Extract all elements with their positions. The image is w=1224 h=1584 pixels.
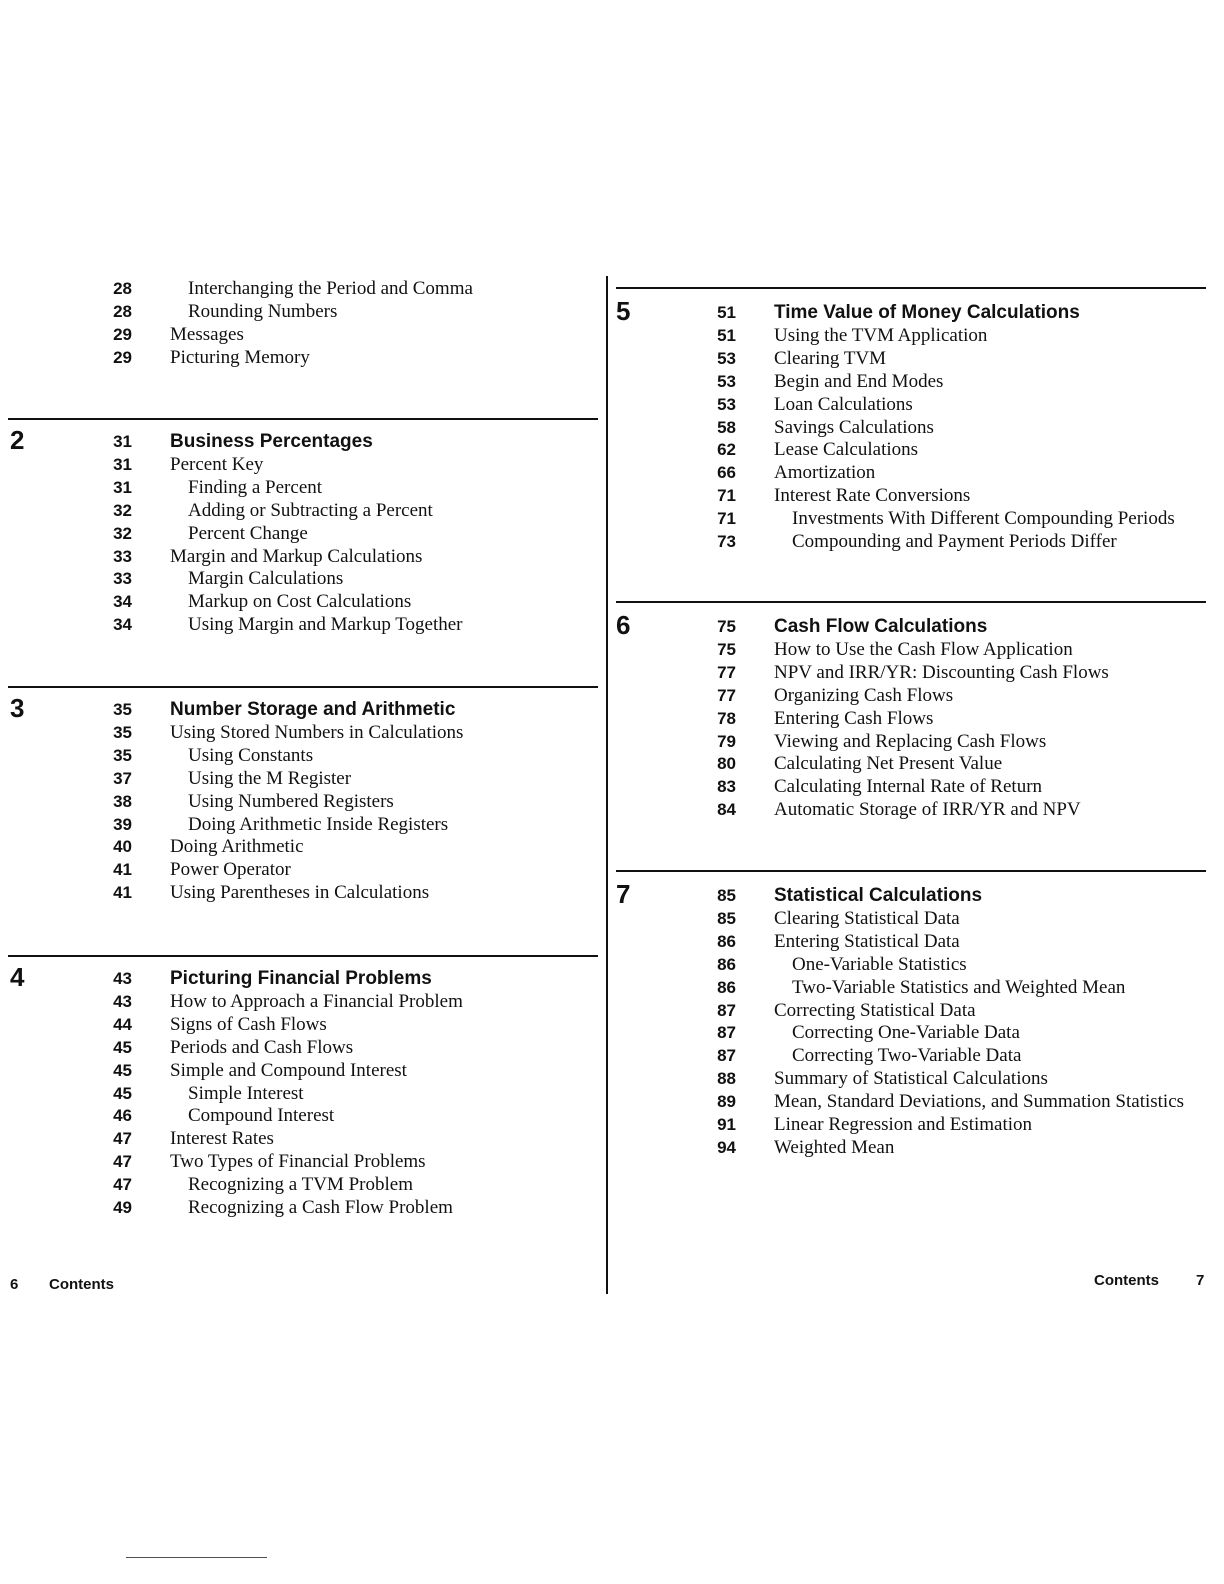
chapter-number: 6 — [616, 610, 631, 640]
toc-entry-title: Simple Interest — [188, 1082, 304, 1104]
toc-entry — [0, 1173, 607, 1196]
chapter-divider-rule — [616, 287, 1206, 289]
toc-entry-title: NPV and IRR/YR: Discounting Cash Flows — [774, 661, 1109, 683]
toc-entry — [0, 1127, 607, 1150]
toc-entry-title: Investments With Different Compounding Periods — [792, 508, 1175, 530]
toc-entry-title: Simple and Compound Interest — [170, 1059, 407, 1081]
toc-entry-title: Percent Change — [188, 522, 308, 544]
toc-entry-title: Using Margin and Markup Together — [188, 614, 463, 636]
toc-entry-title: How to Approach a Financial Problem — [170, 990, 463, 1012]
toc-page-number: 80 — [717, 754, 736, 774]
toc-entry — [610, 752, 1224, 775]
chapter-number: 4 — [10, 962, 25, 992]
toc-entry — [0, 1036, 607, 1059]
toc-entry-title: Markup on Cost Calculations — [188, 591, 412, 613]
bottom-divider — [126, 1557, 267, 1558]
toc-page-number: 43 — [113, 991, 132, 1011]
toc-page-number: 34 — [113, 615, 132, 635]
toc-entry — [0, 1104, 607, 1127]
toc-entry-title: Using Numbered Registers — [188, 790, 394, 812]
toc-entry-title: Compound Interest — [188, 1105, 335, 1127]
toc-page-number: 28 — [113, 301, 132, 321]
toc-entry — [610, 507, 1224, 530]
toc-page-number: 35 — [113, 700, 132, 719]
toc-page-number: 44 — [113, 1014, 132, 1034]
toc-page-number: 38 — [113, 791, 132, 811]
toc-entry-title: Adding or Subtracting a Percent — [188, 499, 433, 521]
toc-entry-title: Number Storage and Arithmetic — [170, 699, 456, 720]
toc-page-number: 66 — [717, 463, 736, 483]
toc-entry-title: Correcting Two-Variable Data — [792, 1045, 1022, 1067]
toc-entry — [610, 370, 1224, 393]
toc-entry — [0, 881, 607, 904]
footer-label: Contents — [1094, 1272, 1159, 1289]
toc-entry-title: Interest Rates — [170, 1128, 274, 1150]
toc-entry — [610, 1044, 1224, 1067]
toc-entry-title: Summary of Statistical Calculations — [774, 1068, 1048, 1090]
toc-page-number: 29 — [113, 324, 132, 344]
toc-entry — [610, 684, 1224, 707]
toc-entry — [610, 638, 1224, 661]
toc-entry-title: Signs of Cash Flows — [170, 1013, 327, 1035]
toc-entry — [0, 835, 607, 858]
toc-page-number: 39 — [113, 814, 132, 834]
toc-entry-title: Automatic Storage of IRR/YR and NPV — [774, 799, 1081, 821]
toc-entry — [0, 590, 607, 613]
toc-page-number: 53 — [717, 394, 736, 414]
footer-label: Contents — [49, 1276, 114, 1293]
toc-page-number: 31 — [113, 432, 132, 451]
toc-entry — [610, 999, 1224, 1022]
toc-entry — [0, 300, 607, 323]
chapter-divider-rule — [616, 601, 1206, 603]
chapter-title-entry — [610, 301, 1224, 324]
toc-entry-title: Percent Key — [170, 453, 264, 475]
toc-page-number: 45 — [113, 1060, 132, 1080]
toc-page-number: 62 — [717, 440, 736, 460]
toc-entry — [610, 907, 1224, 930]
toc-entry — [0, 613, 607, 636]
toc-entry — [610, 1136, 1224, 1159]
toc-entry-title: Amortization — [774, 462, 876, 484]
toc-page-number: 78 — [717, 708, 736, 728]
toc-entry-title: Viewing and Replacing Cash Flows — [774, 730, 1047, 752]
toc-entry-title: Interest Rate Conversions — [774, 485, 971, 507]
toc-entry-title: Recognizing a Cash Flow Problem — [188, 1197, 453, 1218]
toc-entry — [610, 461, 1224, 484]
toc-page-number: 43 — [113, 969, 132, 988]
toc-entry-title: Entering Cash Flows — [774, 707, 934, 729]
toc-page-number: 31 — [113, 477, 132, 497]
chapter-title-entry — [0, 430, 607, 453]
toc-entry — [610, 930, 1224, 953]
toc-page-number: 33 — [113, 569, 132, 589]
toc-entry — [610, 530, 1224, 553]
toc-entry-title: Cash Flow Calculations — [774, 616, 988, 637]
chapter-number: 2 — [10, 425, 25, 455]
toc-page-number: 53 — [717, 348, 736, 368]
toc-entry-title: Lease Calculations — [774, 439, 919, 461]
toc-page-number: 34 — [113, 592, 132, 612]
toc-page-number: 87 — [717, 1000, 736, 1020]
toc-page-number: 71 — [717, 486, 736, 506]
toc-page-number: 94 — [717, 1137, 736, 1157]
toc-page-number: 41 — [113, 883, 132, 903]
toc-entry-title: One-Variable Statistics — [792, 953, 967, 975]
toc-page-number: 89 — [717, 1092, 736, 1112]
toc-entry — [0, 476, 607, 499]
toc-entry — [610, 1067, 1224, 1090]
toc-page-number: 75 — [717, 617, 736, 636]
toc-page-number: 33 — [113, 546, 132, 566]
chapter-divider-rule — [616, 870, 1206, 872]
toc-entry-title: Mean, Standard Deviations, and Summation Statistics — [774, 1091, 1185, 1113]
toc-page-number: 51 — [717, 325, 736, 345]
chapter-title-entry — [610, 615, 1224, 638]
toc-entry — [0, 545, 607, 568]
toc-entry — [610, 347, 1224, 370]
toc-entry-title: Time Value of Money Calculations — [774, 302, 1080, 323]
toc-page-number: 71 — [717, 509, 736, 529]
toc-entry-title: Using Parentheses in Calculations — [170, 882, 430, 904]
toc-entry — [0, 1196, 607, 1219]
toc-page-number: 73 — [717, 532, 736, 551]
chapter-divider-rule — [8, 418, 598, 420]
toc-page-number: 88 — [717, 1069, 736, 1089]
toc-page-number: 41 — [113, 860, 132, 880]
toc-entry — [0, 323, 607, 346]
toc-page-number: 35 — [113, 745, 132, 765]
footer-page-number: 6 — [10, 1276, 19, 1293]
toc-entry-title: Power Operator — [170, 859, 291, 881]
chapter-title-entry — [610, 884, 1224, 907]
toc-entry — [0, 744, 607, 767]
toc-page-number: 37 — [113, 768, 132, 788]
toc-entry — [0, 813, 607, 836]
toc-page-number: 40 — [113, 837, 132, 857]
toc-page-number: 87 — [717, 1046, 736, 1066]
toc-entry — [0, 990, 607, 1013]
toc-page-number: 53 — [717, 371, 736, 391]
toc-entry — [610, 707, 1224, 730]
toc-page-number: 49 — [113, 1198, 132, 1217]
chapter-title-entry — [0, 967, 607, 990]
toc-entry-title: Correcting One-Variable Data — [792, 1022, 1020, 1044]
toc-page-number: 75 — [717, 639, 736, 659]
toc-entry-title: Calculating Internal Rate of Return — [774, 776, 1043, 798]
toc-page-number: 47 — [113, 1129, 132, 1149]
toc-entry — [610, 730, 1224, 753]
toc-entry-title: Periods and Cash Flows — [170, 1036, 354, 1058]
toc-page-number: 77 — [717, 662, 736, 682]
toc-entry — [610, 1021, 1224, 1044]
chapter-divider-rule — [8, 686, 598, 688]
toc-entry-title: Weighted Mean — [774, 1136, 895, 1158]
toc-entry — [610, 416, 1224, 439]
toc-entry — [0, 721, 607, 744]
toc-entry — [0, 1013, 607, 1036]
right-page — [610, 0, 1224, 1584]
toc-page-number: 79 — [717, 731, 736, 751]
toc-page-number: 85 — [717, 908, 736, 928]
toc-page-number: 85 — [717, 886, 736, 905]
toc-entry-title: How to Use the Cash Flow Application — [774, 638, 1073, 660]
toc-entry-title: Two Types of Financial Problems — [170, 1151, 426, 1173]
toc-entry-title: Business Percentages — [170, 431, 373, 452]
chapter-number: 5 — [616, 296, 631, 326]
toc-entry — [610, 1090, 1224, 1113]
toc-entry-title: Using the TVM Application — [774, 324, 988, 346]
toc-entry-title: Messages — [170, 323, 244, 345]
toc-page-number: 32 — [113, 523, 132, 543]
footer-page-number: 7 — [1196, 1272, 1205, 1289]
toc-entry — [0, 453, 607, 476]
toc-entry-title: Loan Calculations — [774, 393, 913, 415]
toc-entry-title: Compounding and Payment Periods Differ — [792, 531, 1117, 552]
toc-page-number: 58 — [717, 417, 736, 437]
toc-entry-title: Finding a Percent — [188, 476, 323, 498]
toc-entry — [610, 438, 1224, 461]
toc-page-number: 87 — [717, 1023, 736, 1043]
toc-page-number: 47 — [113, 1175, 132, 1195]
toc-entry-title: Correcting Statistical Data — [774, 999, 976, 1021]
toc-entry — [610, 976, 1224, 999]
toc-entry-title: Clearing TVM — [774, 347, 887, 369]
toc-page-number: 51 — [717, 303, 736, 322]
toc-entry — [610, 661, 1224, 684]
toc-entry — [0, 858, 607, 881]
toc-entry — [0, 1150, 607, 1173]
toc-page-number: 77 — [717, 685, 736, 705]
toc-page-number: 83 — [717, 777, 736, 797]
page-divider — [606, 276, 608, 1294]
toc-page-number: 28 — [113, 279, 132, 298]
toc-entry-title: Statistical Calculations — [774, 885, 983, 906]
toc-entry — [0, 277, 607, 300]
toc-entry — [0, 1082, 607, 1105]
toc-entry-title: Entering Statistical Data — [774, 930, 960, 952]
toc-entry-title: Rounding Numbers — [188, 300, 338, 322]
toc-page-number: 35 — [113, 722, 132, 742]
toc-page-number: 91 — [717, 1115, 736, 1134]
toc-entry-title: Begin and End Modes — [774, 370, 944, 392]
toc-entry — [0, 499, 607, 522]
toc-entry-title: Linear Regression and Estimation — [774, 1114, 1033, 1135]
toc-entry-title: Using the M Register — [188, 767, 352, 789]
toc-page-number: 31 — [113, 454, 132, 474]
toc-entry — [610, 798, 1224, 821]
chapter-number: 7 — [616, 879, 631, 909]
toc-entry-title: Picturing Memory — [170, 346, 310, 368]
toc-entry-title: Two-Variable Statistics and Weighted Mean — [792, 976, 1126, 998]
toc-entry-title: Picturing Financial Problems — [170, 968, 432, 989]
toc-entry — [610, 393, 1224, 416]
toc-page-number: 47 — [113, 1152, 132, 1172]
toc-page-number: 32 — [113, 500, 132, 520]
toc-entry-title: Savings Calculations — [774, 416, 934, 438]
chapter-number: 3 — [10, 693, 25, 723]
toc-entry — [610, 1113, 1224, 1136]
toc-entry-title: Calculating Net Present Value — [774, 753, 1003, 775]
toc-entry — [0, 790, 607, 813]
toc-entry — [0, 567, 607, 590]
toc-entry-title: Using Constants — [188, 744, 314, 766]
toc-entry — [0, 522, 607, 545]
toc-page-number: 86 — [717, 931, 736, 951]
toc-entry — [610, 324, 1224, 347]
toc-entry-title: Doing Arithmetic Inside Registers — [188, 813, 449, 835]
toc-entry — [0, 346, 607, 369]
toc-entry-title: Organizing Cash Flows — [774, 684, 954, 706]
toc-entry-title: Recognizing a TVM Problem — [188, 1174, 413, 1196]
toc-entry — [610, 775, 1224, 798]
toc-page-number: 86 — [717, 954, 736, 974]
toc-page-number: 84 — [717, 800, 736, 820]
toc-entry-title: Clearing Statistical Data — [774, 907, 960, 929]
toc-page-number: 46 — [113, 1106, 132, 1126]
toc-page-number: 86 — [717, 977, 736, 997]
toc-page-number: 29 — [113, 347, 132, 367]
toc-entry — [0, 767, 607, 790]
toc-page-number: 45 — [113, 1083, 132, 1103]
toc-page-number: 45 — [113, 1037, 132, 1057]
toc-entry — [610, 953, 1224, 976]
chapter-title-entry — [0, 698, 607, 721]
toc-entry — [610, 484, 1224, 507]
toc-entry — [0, 1059, 607, 1082]
toc-entry-title: Margin Calculations — [188, 568, 344, 590]
toc-entry-title: Margin and Markup Calculations — [170, 545, 423, 567]
left-page — [0, 0, 607, 1584]
chapter-divider-rule — [8, 955, 598, 957]
toc-entry-title: Interchanging the Period and Comma — [188, 278, 473, 299]
toc-entry-title: Using Stored Numbers in Calculations — [170, 721, 464, 743]
toc-entry-title: Doing Arithmetic — [170, 836, 304, 858]
